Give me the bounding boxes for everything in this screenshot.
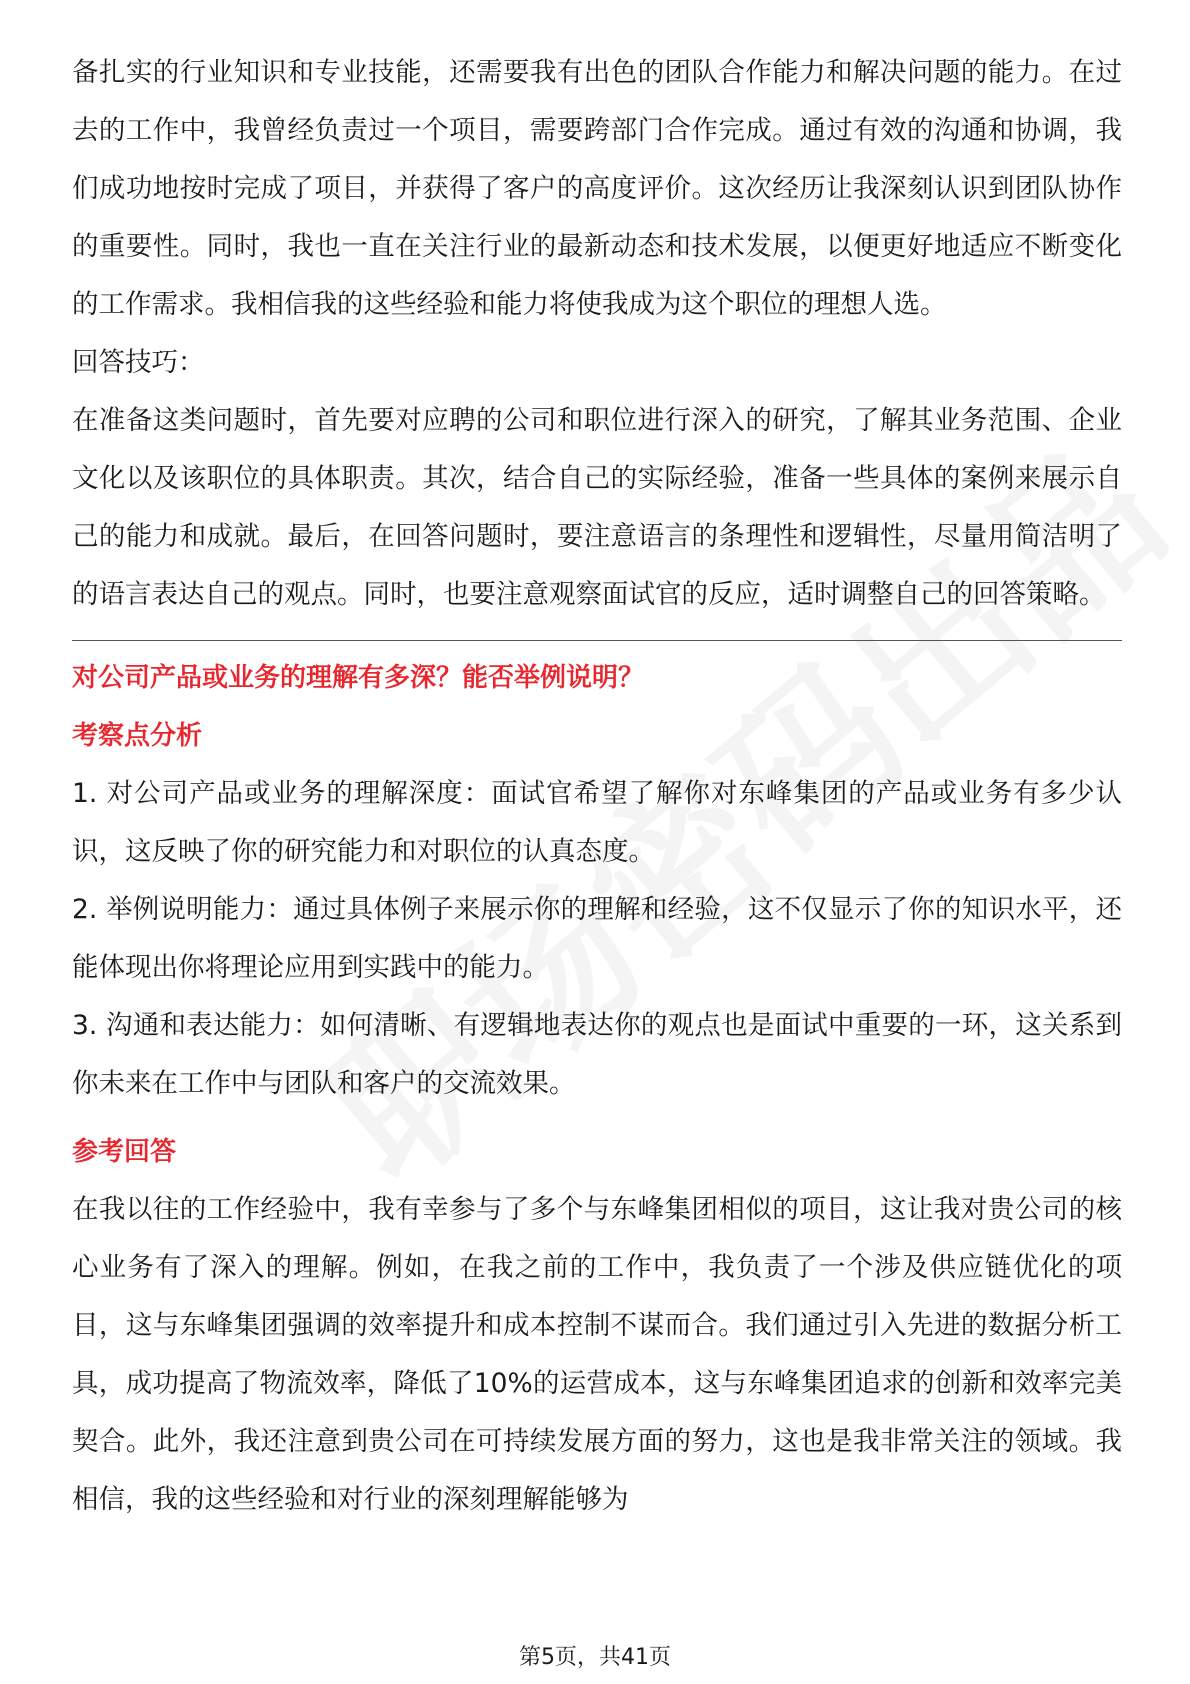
spacer	[72, 1113, 1122, 1123]
page-number: 第5页，共41页	[519, 1645, 671, 1670]
tips-text: 在准备这类问题时，首先要对应聘的公司和职位进行深入的研究，了解其业务范围、企业文化以及该职位的具体职责。其次，结合自己的实际经验，准备一些具体的案例来展示自己的能力和成就。最后，在回答问题时，要注意语言的条理性和逻辑性，尽量用简洁明了的语言表达自己的观点。同时，也要注意观察面试官的反应，适时调整自己的回答策略。	[72, 405, 1122, 610]
analysis-point-3: 3. 沟通和表达能力：如何清晰、有逻辑地表达你的观点也是面试中重要的一环，这关系到你未来在工作中与团队和客户的交流效果。	[72, 1010, 1122, 1099]
analysis-point-1: 1. 对公司产品或业务的理解深度：面试官希望了解你对东峰集团的产品或业务有多少认识，这反映了你的研究能力和对职位的认真态度。	[72, 778, 1122, 867]
tips-label: 回答技巧：	[72, 347, 205, 378]
reference-answer: 在我以往的工作经验中，我有幸参与了多个与东峰集团相似的项目，这让我对贵公司的核心业务有了深入的理解。例如，在我之前的工作中，我负责了一个涉及供应链优化的项目，这与东峰集团强调的效率提升和成本控制不谋而合。我们通过引入先进的数据分析工具，成功提高了物流效率，降低了10%的运营成本，这与东峰集团追求的创新和效率完美契合。此外，我还注意到贵公司在可持续发展方面的努力，这也是我非常关注的领域。我相信，我的这些经验和对行业的深刻理解能够为	[72, 1194, 1122, 1515]
section-divider	[72, 640, 1122, 641]
analysis-point-2: 2. 举例说明能力：通过具体例子来展示你的理解和经验，这不仅显示了你的知识水平，还能体现出你将理论应用到实践中的能力。	[72, 894, 1122, 983]
reference-heading: 参考回答	[72, 1137, 177, 1167]
analysis-heading: 考察点分析	[72, 721, 203, 751]
answer-continuation: 备扎实的行业知识和专业技能，还需要我有出色的团队合作能力和解决问题的能力。在过去的工作中，我曾经负责过一个项目，需要跨部门合作完成。通过有效的沟通和协调，我们成功地按时完成了项目，并获得了客户的高度评价。这次经历让我深刻认识到团队协作的重要性。同时，我也一直在关注行业的最新动态和技术发展，以便更好地适应不断变化的工作需求。我相信我的这些经验和能力将使我成为这个职位的理想人选。	[72, 57, 1122, 320]
page-content	[72, 44, 1122, 1529]
question-heading: 对公司产品或业务的理解有多深？能否举例说明？	[72, 663, 645, 693]
